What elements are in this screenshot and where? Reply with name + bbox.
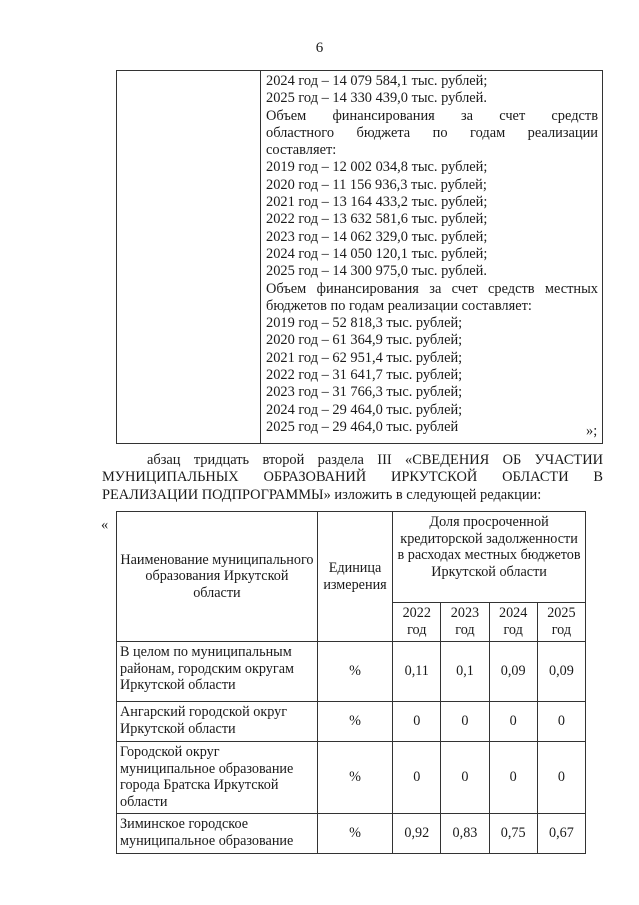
municipality-name: В целом по муниципальным районам, городским округам Иркутской области	[117, 642, 318, 702]
local-line: 2020 год – 61 364,9 тыс. рублей;	[266, 332, 463, 349]
header-municipality: Наименование муниципального образования Иркутской области	[117, 512, 318, 642]
local-line: 2022 год – 31 641,7 тыс. рублей;	[266, 367, 463, 384]
table-row	[117, 702, 586, 742]
table-row	[117, 814, 586, 854]
unit-cell: %	[317, 742, 392, 814]
unit-cell: %	[317, 814, 392, 854]
value-cell: 0	[489, 702, 537, 742]
closing-quote: »;	[586, 423, 598, 439]
value-cell: 0,67	[537, 814, 585, 854]
local-line: 2021 год – 62 951,4 тыс. рублей;	[266, 349, 463, 366]
municipality-name: Городской округ муниципальное образование города Братска Иркутской области	[117, 742, 318, 814]
financing-content-cell	[261, 71, 603, 444]
municipal-data-table	[116, 511, 586, 854]
header-year: 2024 год	[489, 603, 537, 642]
unit-cell: %	[317, 642, 392, 702]
header-year: 2023 год	[441, 603, 489, 642]
table-row	[117, 642, 586, 702]
local-intro: Объем финансирования за счет средств местных	[266, 280, 598, 297]
header-year: 2022 год	[393, 603, 441, 642]
local-line: 2019 год – 52 818,3 тыс. рублей;	[266, 315, 463, 332]
regional-line: 2024 год – 14 050 120,1 тыс. рублей;	[266, 245, 488, 262]
regional-intro: Объем финансирования за счет средств	[266, 107, 598, 124]
regional-line: 2022 год – 13 632 581,6 тыс. рублей;	[266, 211, 488, 228]
regional-line: 2023 год – 14 062 329,0 тыс. рублей;	[266, 228, 488, 245]
paragraph-line: МУНИЦИПАЛЬНЫХ ОБРАЗОВАНИЙ ИРКУТСКОЙ ОБЛАСТИ В	[102, 469, 603, 486]
regional-line: 2021 год – 13 164 433,2 тыс. рублей;	[266, 194, 488, 211]
value-cell: 0,09	[537, 642, 585, 702]
regional-line: 2020 год – 11 156 936,3 тыс. рублей;	[266, 176, 487, 193]
value-cell: 0	[441, 742, 489, 814]
value-cell: 0,09	[489, 642, 537, 702]
page-number: 6	[315, 40, 324, 56]
opening-quote: «	[101, 517, 109, 533]
value-cell: 0,75	[489, 814, 537, 854]
table-row	[117, 742, 586, 814]
financing-table	[116, 70, 603, 444]
header-year: 2025 год	[537, 603, 585, 642]
value-cell: 0,83	[441, 814, 489, 854]
paragraph-line: РЕАЛИЗАЦИИ ПОДПРОГРАММЫ» изложить в следующей редакции:	[102, 486, 542, 503]
federal-line: 2024 год – 14 079 584,1 тыс. рублей;	[266, 73, 488, 89]
regional-line: 2019 год – 12 002 034,8 тыс. рублей;	[266, 159, 488, 176]
value-cell: 0,1	[441, 642, 489, 702]
regional-intro: областного бюджета по годам реализации	[266, 124, 598, 141]
value-cell: 0	[537, 742, 585, 814]
municipality-name: Зиминское городское муниципальное образование	[117, 814, 318, 854]
municipality-name: Ангарский городской округ Иркутской области	[117, 702, 318, 742]
header-indicator: Доля просроченной кредиторской задолженности в расходах местных бюджетов Иркутской области	[393, 512, 586, 603]
paragraph-line: абзац тридцать второй раздела III «СВЕДЕНИЯ ОБ УЧАСТИИ	[147, 452, 603, 468]
value-cell: 0	[441, 702, 489, 742]
value-cell: 0	[393, 742, 441, 814]
amendment-paragraph	[102, 452, 603, 504]
regional-intro: составляет:	[266, 142, 337, 159]
local-line: 2024 год – 29 464,0 тыс. рублей;	[266, 401, 463, 418]
value-cell: 0,92	[393, 814, 441, 854]
regional-line: 2025 год – 14 300 975,0 тыс. рублей.	[266, 263, 487, 280]
local-intro: бюджетов по годам реализации составляет:	[266, 297, 532, 314]
financing-label-cell	[117, 71, 261, 444]
value-cell: 0	[537, 702, 585, 742]
federal-line: 2025 год – 14 330 439,0 тыс. рублей.	[266, 90, 487, 107]
value-cell: 0	[393, 702, 441, 742]
local-line: 2023 год – 31 766,3 тыс. рублей;	[266, 384, 463, 401]
value-cell: 0,11	[393, 642, 441, 702]
header-unit: Единица измерения	[317, 512, 392, 642]
unit-cell: %	[317, 702, 392, 742]
value-cell: 0	[489, 742, 537, 814]
local-line: 2025 год – 29 464,0 тыс. рублей	[266, 418, 459, 435]
